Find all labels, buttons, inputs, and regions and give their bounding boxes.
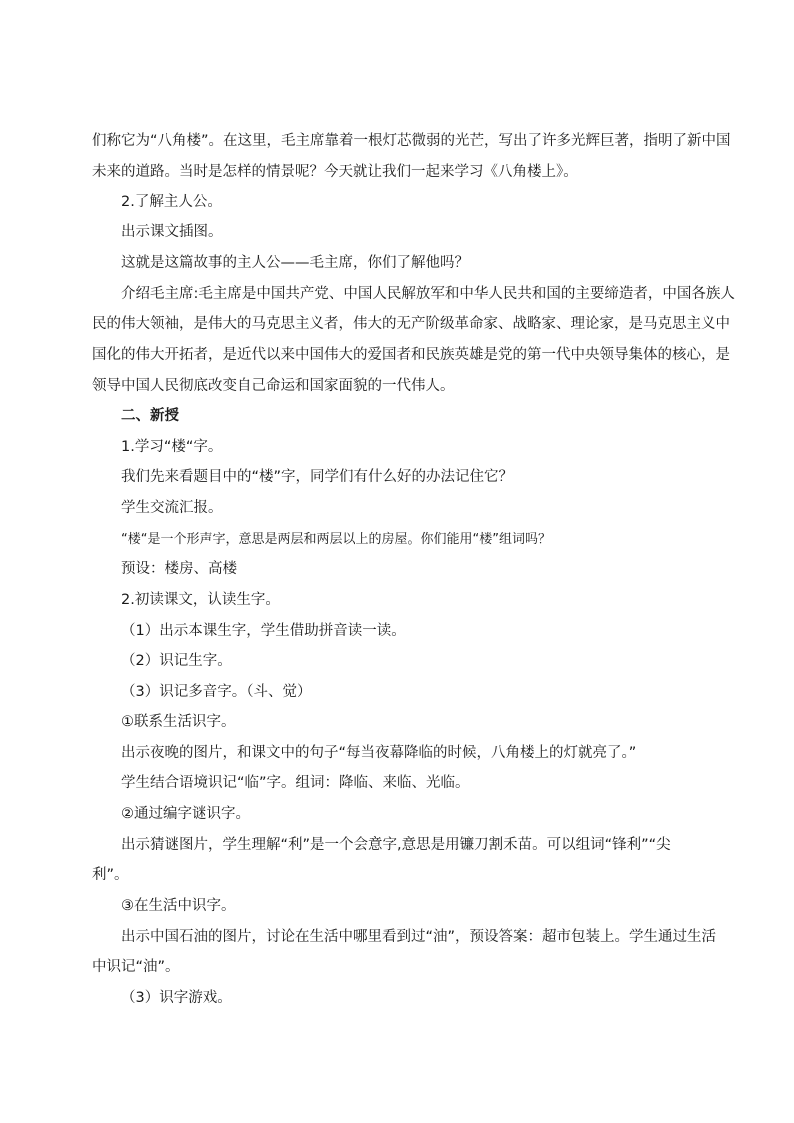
paragraph-line: “楼“是一个形声字，意思是两层和两层以上的房屋。你们能用“楼”组词吗？ — [121, 532, 551, 547]
sub-item: （1）出示本课生字，学生借助拼音读一读。 — [121, 623, 406, 639]
section-item: 1.学习“楼“字。 — [121, 439, 223, 455]
paragraph-line: 未来的道路。当时是怎样的情景呢？今天就让我们一起来学习《八角楼上》。 — [92, 164, 578, 180]
sub-item: （2）识记生字。 — [121, 653, 232, 669]
paragraph-line: 出示夜晚的图片，和课文中的句子“每当夜幕降临的时候，八角楼上的灯就亮了。” — [121, 745, 637, 761]
section-item: 2.初读课文，认读生字。 — [121, 592, 280, 608]
section-heading: 二、新授 — [121, 408, 179, 424]
paragraph-line: 出示课文插图。 — [121, 224, 223, 240]
paragraph-line: 出示猜谜图片，学生理解“利”是一个会意字,意思是用镰刀割禾苗。可以组词“锋利”“尖 — [121, 837, 671, 853]
paragraph-line: 我们先来看题目中的“楼”字，同学们有什么好的办法记住它？ — [121, 469, 514, 485]
paragraph-line: 利”。 — [92, 867, 129, 883]
sub-item: （3）识字游戏。 — [121, 990, 232, 1006]
paragraph-line: 出示中国石油的图片，讨论在生活中哪里看到过“油”，预设答案：超市包装上。学生通过生活 — [121, 929, 717, 945]
paragraph-line: 国化的伟大开拓者，是近代以来中国伟大的爱国者和民族英雄是党的第一代中央领导集体的核心，是 — [92, 347, 730, 363]
paragraph-line: 领导中国人民彻底改变自己命运和国家面貌的一代伟人。 — [92, 378, 455, 394]
paragraph-line: 们称它为“八角楼”。在这里，毛主席靠着一根灯芯微弱的光芒，写出了许多光辉巨著，指明了新中国 — [92, 133, 731, 149]
paragraph-line: 学生交流汇报。 — [121, 500, 223, 516]
sub-item: ③在生活中识字。 — [121, 898, 236, 914]
paragraph-line: 学生结合语境识记“临”字。组词：降临、来临、光临。 — [121, 775, 470, 791]
paragraph-line: 中识记“油”。 — [92, 959, 180, 975]
paragraph-line: 民的伟大领袖，是伟大的马克思主义者，伟大的无产阶级革命家、战略家、理论家，是马克思主义中 — [92, 316, 730, 332]
section-item: 2.了解主人公。 — [121, 194, 222, 210]
sub-item: （3）识记多音字。（斗、觉） — [121, 684, 312, 700]
sub-item: ①联系生活识字。 — [121, 714, 236, 730]
sub-item: ②通过编字谜识字。 — [121, 806, 250, 822]
paragraph-line: 介绍毛主席:毛主席是中国共产党、中国人民解放军和中华人民共和国的主要缔造者，中国各族人 — [121, 286, 735, 302]
paragraph-line: 预设：楼房、高楼 — [121, 561, 237, 577]
paragraph-line: 这就是这篇故事的主人公——毛主席，你们了解他吗？ — [121, 255, 469, 271]
